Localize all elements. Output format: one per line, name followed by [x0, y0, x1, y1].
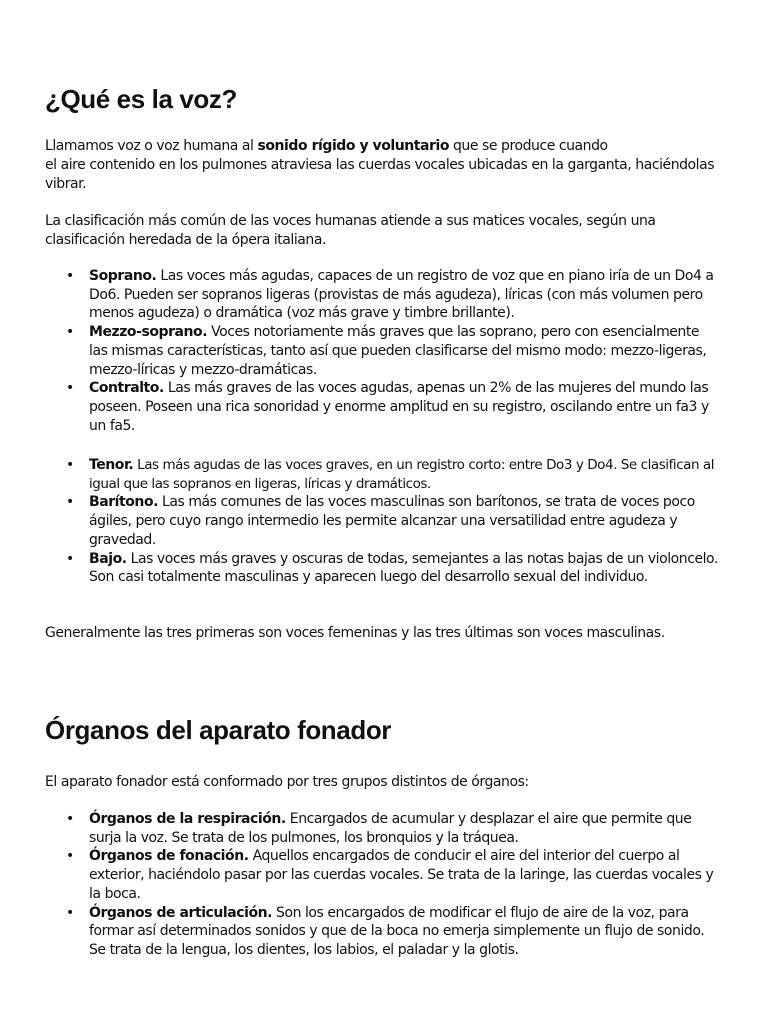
paragraph-definition — [45, 137, 735, 194]
list-item-mezzo-soprano — [45, 323, 719, 379]
definition-text-post: que se produce cuando — [449, 138, 608, 154]
list-item-fonacion — [45, 847, 719, 903]
organs-list — [45, 810, 735, 960]
list-item-term: Órganos de articulación. — [89, 904, 273, 921]
list-item-desc: Las más comunes de las voces masculinas son barítonos, se trata de voces poco ágiles, pero cuyo rango intermedio les permite alcanzar una versatilidad entre agudeza y gravedad. — [89, 494, 695, 548]
list-item-term: Mezzo-soprano. — [89, 324, 208, 341]
bullet-icon: • — [66, 811, 74, 827]
paragraph-conclusion: Generalmente las tres primeras son voces femeninas y las tres últimas son voces masculinas. — [45, 625, 665, 641]
list-item-articulacion — [45, 904, 719, 960]
section-title-que-es-la-voz: ¿Qué es la voz? — [45, 84, 237, 114]
list-item-term: Contralto. — [89, 380, 164, 397]
list-item-baritono — [45, 493, 719, 549]
list-item-term: Bajo. — [89, 550, 127, 567]
list-item-term: Órganos de fonación. — [89, 848, 249, 865]
list-item-bajo — [45, 550, 719, 587]
male-voices-list — [45, 456, 735, 587]
bullet-icon: • — [66, 457, 74, 473]
bullet-icon: • — [66, 494, 74, 511]
definition-text-pre: Llamamos voz o voz humana al — [45, 138, 258, 154]
section-title-organos: Órganos del aparato fonador — [45, 715, 392, 745]
bullet-icon: • — [66, 550, 74, 567]
bullet-icon: • — [66, 848, 74, 865]
list-item-desc: Aquellos encargados de conducir el aire del interior del cuerpo al exterior, haciéndolo pasar por las cuerdas vocales. Se trata de la laringe, las cuerdas vocales y la boca. — [89, 848, 714, 902]
list-item-term: Órganos de la respiración. — [89, 811, 286, 827]
list-item-desc: Son los encargados de modificar el flujo de aire de la voz, para formar así determinados sonidos y que de la boca no emerja simplemente un flujo de sonido. Se trata de la lengua, los dientes, los labios, el paladar y la glotis. — [89, 904, 705, 958]
definition-text-line2: el aire contenido en los pulmones atraviesa las cuerdas vocales ubicadas en la garganta, haciéndolas vibrar. — [45, 157, 715, 192]
list-item-contralto — [45, 379, 719, 435]
list-item-desc: Voces notoriamente más graves que las soprano, pero con esencialmente las mismas características, tanto así que pueden clasificarse del mismo modo: mezzo-ligeras, mezzo-líricas y mezzo-dramáticas. — [89, 324, 707, 378]
bullet-icon: • — [66, 904, 74, 921]
list-item-desc: Encargados de acumular y desplazar el aire que permite que surja la voz. Se trata de los pulmones, los bronquios y la tráquea. — [89, 811, 692, 846]
list-item-term: Tenor. — [89, 457, 134, 473]
paragraph-organs-intro: El aparato fonador está conformado por tres grupos distintos de órganos: — [45, 774, 529, 790]
female-voices-list — [45, 267, 735, 435]
list-item-desc: Las voces más agudas, capaces de un registro de voz que en piano iría de un Do4 a Do6. Pueden ser sopranos ligeras (provistas de más agudeza), líricas (con más volumen pero menos agudeza) o dramática (voz más grave y timbre brillante). — [89, 268, 714, 322]
list-item-desc: Las voces más graves y oscuras de todas, semejantes a las notas bajas de un violoncelo. Son casi totalmente masculinas y aparecen luego del desarrollo sexual del individuo. — [89, 550, 718, 586]
paragraph-classification: La clasificación más común de las voces humanas atiende a sus matices vocales, según una clasificación heredada de la ópera italiana. — [45, 213, 656, 248]
bullet-icon: • — [66, 380, 74, 397]
list-item-desc: Las más agudas de las voces graves, en un registro corto: entre Do3 y Do4. Se clasifican al igual que las sopranos en ligeras, líricas y dramáticos. — [89, 457, 715, 492]
bullet-icon: • — [66, 268, 74, 284]
list-item-term: Barítono. — [89, 494, 158, 511]
list-item-term: Soprano. — [89, 268, 157, 284]
list-item-desc: Las más graves de las voces agudas, apenas un 2% de las mujeres del mundo las poseen. Poseen una rica sonoridad y enorme amplitud en su registro, oscilando entre un fa3 y un fa5. — [89, 380, 709, 434]
definition-bold-text: sonido rígido y voluntario — [257, 138, 449, 154]
list-item-respiracion — [45, 810, 719, 847]
list-item-soprano — [45, 267, 719, 323]
list-item-tenor — [45, 456, 719, 493]
bullet-icon: • — [66, 324, 74, 341]
